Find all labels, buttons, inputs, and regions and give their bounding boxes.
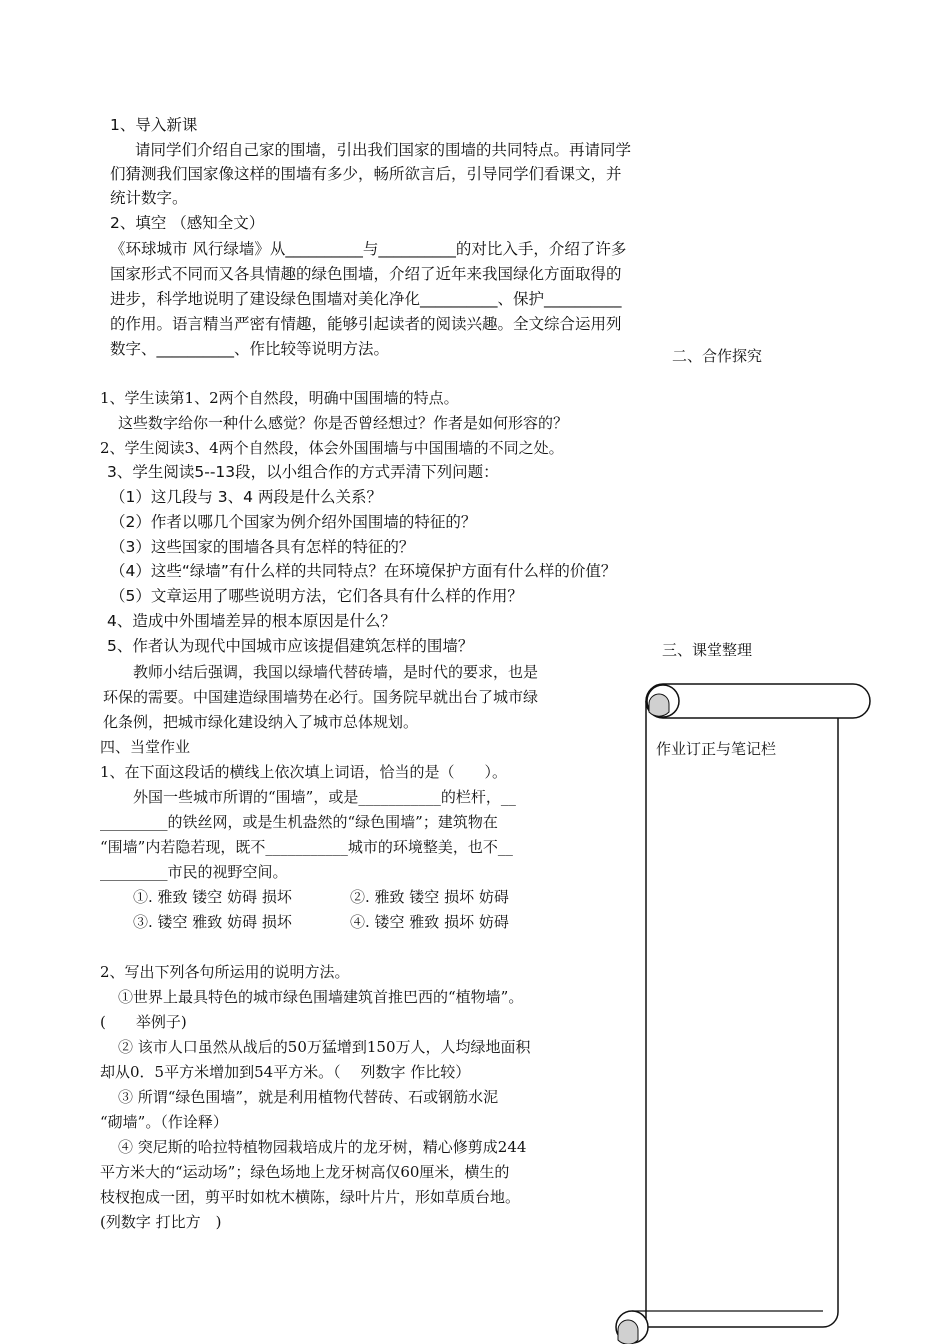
explore-line-9: （5）文章运用了哪些说明方法，它们各具有什么样的作用？ xyxy=(110,587,523,605)
q1-line-3: _________的铁丝网，或是生机盎然的“绿色围墙”；建筑物在 xyxy=(100,813,498,831)
summary-line-1: 教师小结后强调，我国以绿墙代替砖墙，是时代的要求，也是 xyxy=(133,663,539,681)
summary-line-2: 环保的需要。中国建造绿围墙势在必行。国务院早就出台了城市绿 xyxy=(103,688,539,706)
fill-line-5: 数字、__________、作比较等说明方法。 xyxy=(110,340,390,358)
explore-line-3: 2、学生阅读3、4两个自然段，体会外国围墙与中国围墙的不同之处。 xyxy=(100,439,564,457)
q1-option-4: ④. 镂空 雅致 损坏 妨碍 xyxy=(350,913,509,931)
q2-line-2: ①世界上最具特色的城市绿色围墙建筑首推巴西的“植物墙”。 xyxy=(118,988,524,1006)
q2-line-7: “砌墙”。（作诠释） xyxy=(100,1113,228,1131)
q2-line-4: ② 该市人口虽然从战后的50万猛增到150万人，人均绿地面积 xyxy=(118,1038,531,1056)
explore-line-5: （1）这几段与 3、4 两段是什么关系？ xyxy=(110,488,382,506)
explore-line-1: 1、学生读第1、2两个自然段，明确中国围墙的特点。 xyxy=(100,389,459,407)
explore-line-10: 4、造成中外围墙差异的根本原因是什么？ xyxy=(107,612,396,630)
q1-line-2: 外国一些城市所谓的“围墙”，或是___________的栏杆，__ xyxy=(133,788,516,806)
explore-line-2: 这些数字给你一种什么感觉？你是否曾经想过？作者是如何形容的？ xyxy=(118,414,569,432)
q1-line-1: 1、在下面这段话的横线上依次填上词语，恰当的是（ ）。 xyxy=(100,763,508,781)
intro-line-3: 统计数字。 xyxy=(110,189,188,207)
fill-line-3: 进步，科学地说明了建设绿色围墙对美化净化__________、保护__________ xyxy=(110,290,622,308)
fill-heading: 2、填空 （感知全文） xyxy=(110,214,265,232)
section-3-title: 三、课堂整理 xyxy=(662,641,753,659)
notes-title: 作业订正与笔记栏 xyxy=(656,740,777,758)
explore-line-8: （4）这些“绿墙”有什么样的共同特点？在环境保护方面有什么样的价值？ xyxy=(110,562,617,580)
q2-line-1: 2、写出下列各句所运用的说明方法。 xyxy=(100,963,350,981)
scroll-frame-icon xyxy=(612,682,872,1344)
intro-line-1: 请同学们介绍自己家的围墙，引出我们国家的围墙的共同特点。再请同学 xyxy=(135,141,632,159)
explore-line-6: （2）作者以哪几个国家为例介绍外国围墙的特征的？ xyxy=(110,513,477,531)
q1-option-3: ③. 镂空 雅致 妨碍 损坏 xyxy=(133,913,292,931)
notes-scroll xyxy=(612,682,872,1344)
fill-line-4: 的作用。语言精当严密有情趣，能够引起读者的阅读兴趣。全文综合运用列 xyxy=(110,315,622,333)
fill-line-2: 国家形式不同而又各具情趣的绿色围墙，介绍了近年来我国绿化方面取得的 xyxy=(110,265,622,283)
q2-line-10: 枝杈抱成一团，剪平时如枕木横陈，绿叶片片，形如草质台地。 xyxy=(100,1188,521,1206)
homework-title: 四、当堂作业 xyxy=(100,738,191,756)
q1-line-4: “围墙”内若隐若现，既不___________城市的环境整美，也不__ xyxy=(100,838,513,856)
intro-line-2: 们猜测我们国家像这样的围墙有多少，畅所欲言后，引导同学们看课文，并 xyxy=(110,165,622,183)
intro-heading: 1、导入新课 xyxy=(110,116,198,134)
explore-line-4: 3、学生阅读5--13段，以小组合作的方式弄清下列问题： xyxy=(107,463,499,481)
q2-line-6: ③ 所谓“绿色围墙”，就是利用植物代替砖、石或钢筋水泥 xyxy=(118,1088,499,1106)
section-2-title: 二、合作探究 xyxy=(672,347,763,365)
fill-line-1: 《环球城市 风行绿墙》从__________与__________的对比入手，介绍了许多 xyxy=(110,240,627,258)
q1-line-5: _________市民的视野空间。 xyxy=(100,863,288,881)
explore-line-7: （3）这些国家的围墙各具有怎样的特征的？ xyxy=(110,538,415,556)
explore-line-11: 5、作者认为现代中国城市应该提倡建筑怎样的围墙？ xyxy=(107,637,474,655)
summary-line-3: 化条例，把城市绿化建设纳入了城市总体规划。 xyxy=(103,713,419,731)
q2-line-5: 却从0．5平方米增加到54平方米。（ 列数字 作比较） xyxy=(100,1063,471,1081)
q2-line-3: ( 举例子) xyxy=(100,1013,187,1031)
q1-option-2: ②. 雅致 镂空 损坏 妨碍 xyxy=(350,888,509,906)
q2-line-11: (列数字 打比方 ) xyxy=(100,1213,222,1231)
q1-option-1: ①. 雅致 镂空 妨碍 损坏 xyxy=(133,888,292,906)
q2-line-8: ④ 突尼斯的哈拉特植物园栽培成片的龙牙树，精心修剪成244 xyxy=(118,1138,527,1156)
q2-line-9: 平方米大的“运动场”；绿色场地上龙牙树高仅60厘米，横生的 xyxy=(100,1163,510,1181)
